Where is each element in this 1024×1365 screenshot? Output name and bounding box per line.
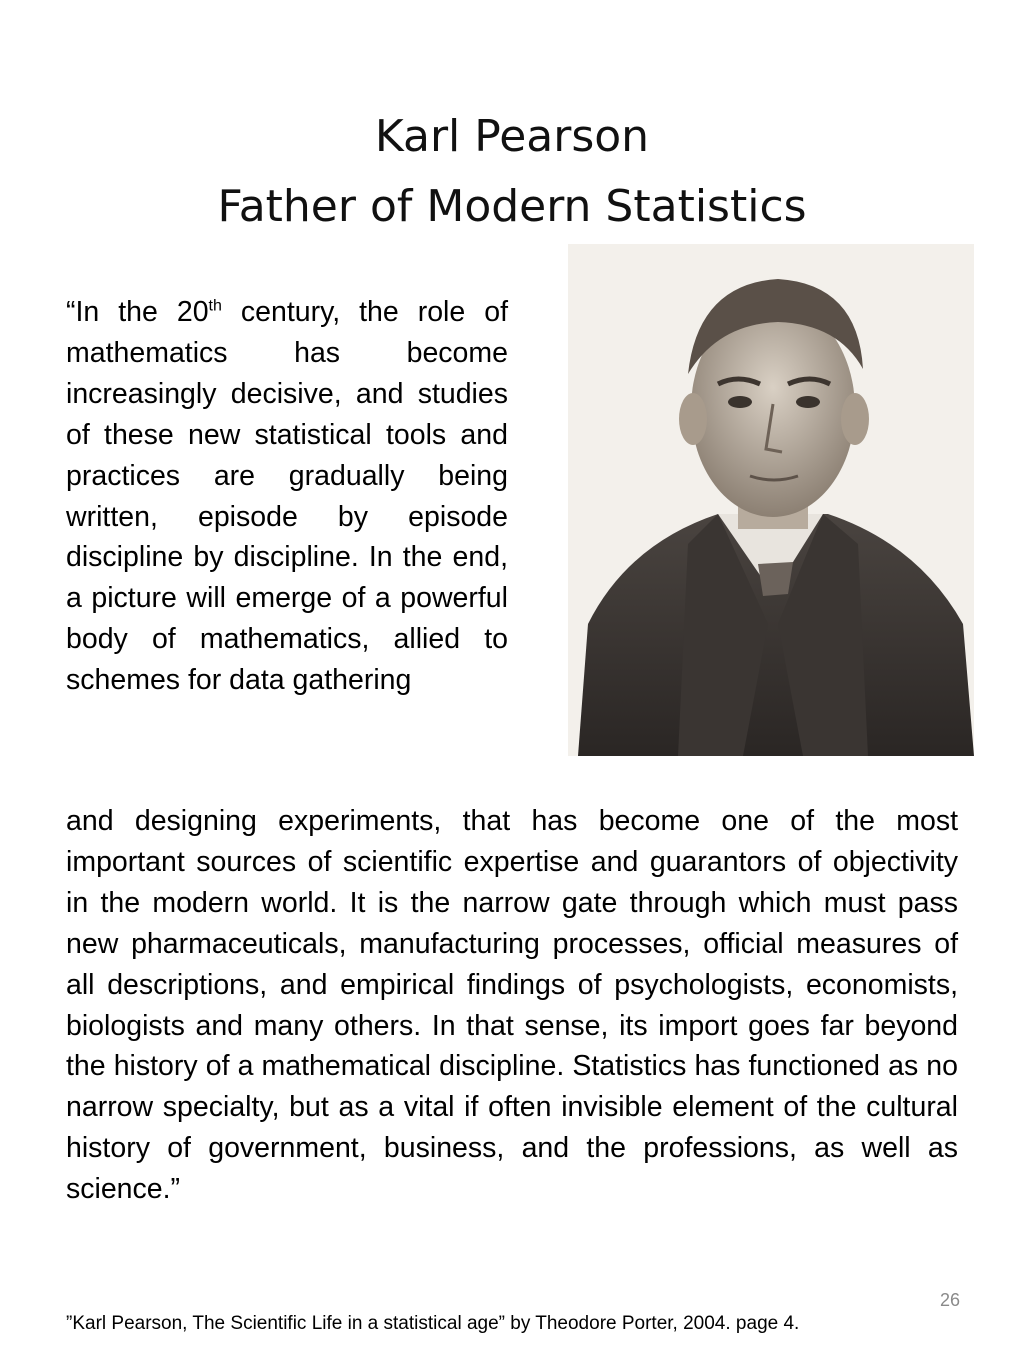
- quote-continued: century, the role of mathematics has become increasingly decisive, and studies of these new statistical tools and practices are gradually being written, episode by episode discipline by discipline. In the end, a picture will emerge of a powerful body of mathematics, allied to schemes for data gathering: [66, 296, 508, 697]
- title-subtitle: Father of Modern Statistics: [217, 181, 807, 232]
- portrait-illustration: [568, 244, 974, 756]
- slide-title: [0, 102, 1024, 242]
- title-name: Karl Pearson: [374, 111, 650, 162]
- slide-number: 26: [939, 1290, 960, 1310]
- portrait-photo: [568, 244, 974, 756]
- ordinal-superscript: th: [208, 297, 222, 315]
- citation-footnote: ”Karl Pearson, The Scientific Life in a statistical age” by Theodore Porter, 2004. page 4.: [66, 1313, 800, 1334]
- quote-start: “In the 20: [66, 296, 209, 328]
- quote-paragraph-bottom: and designing experiments, that has become one of the most important sources of scientific expertise and guarantors of objectivity in the modern world. It is the narrow gate through which must pass new pharmaceuticals, manufacturing processes, official measures of all descriptions, and empirical findings of psychologists, economists, biologists and many others. In that sense, its import goes far beyond the history of a mathematical discipline. Statistics has functioned as no narrow specialty, but as a vital if often invisible element of the cultural history of government, business, and the professions, as well as science.”: [66, 805, 958, 1206]
- quote-paragraph-top: [66, 292, 508, 701]
